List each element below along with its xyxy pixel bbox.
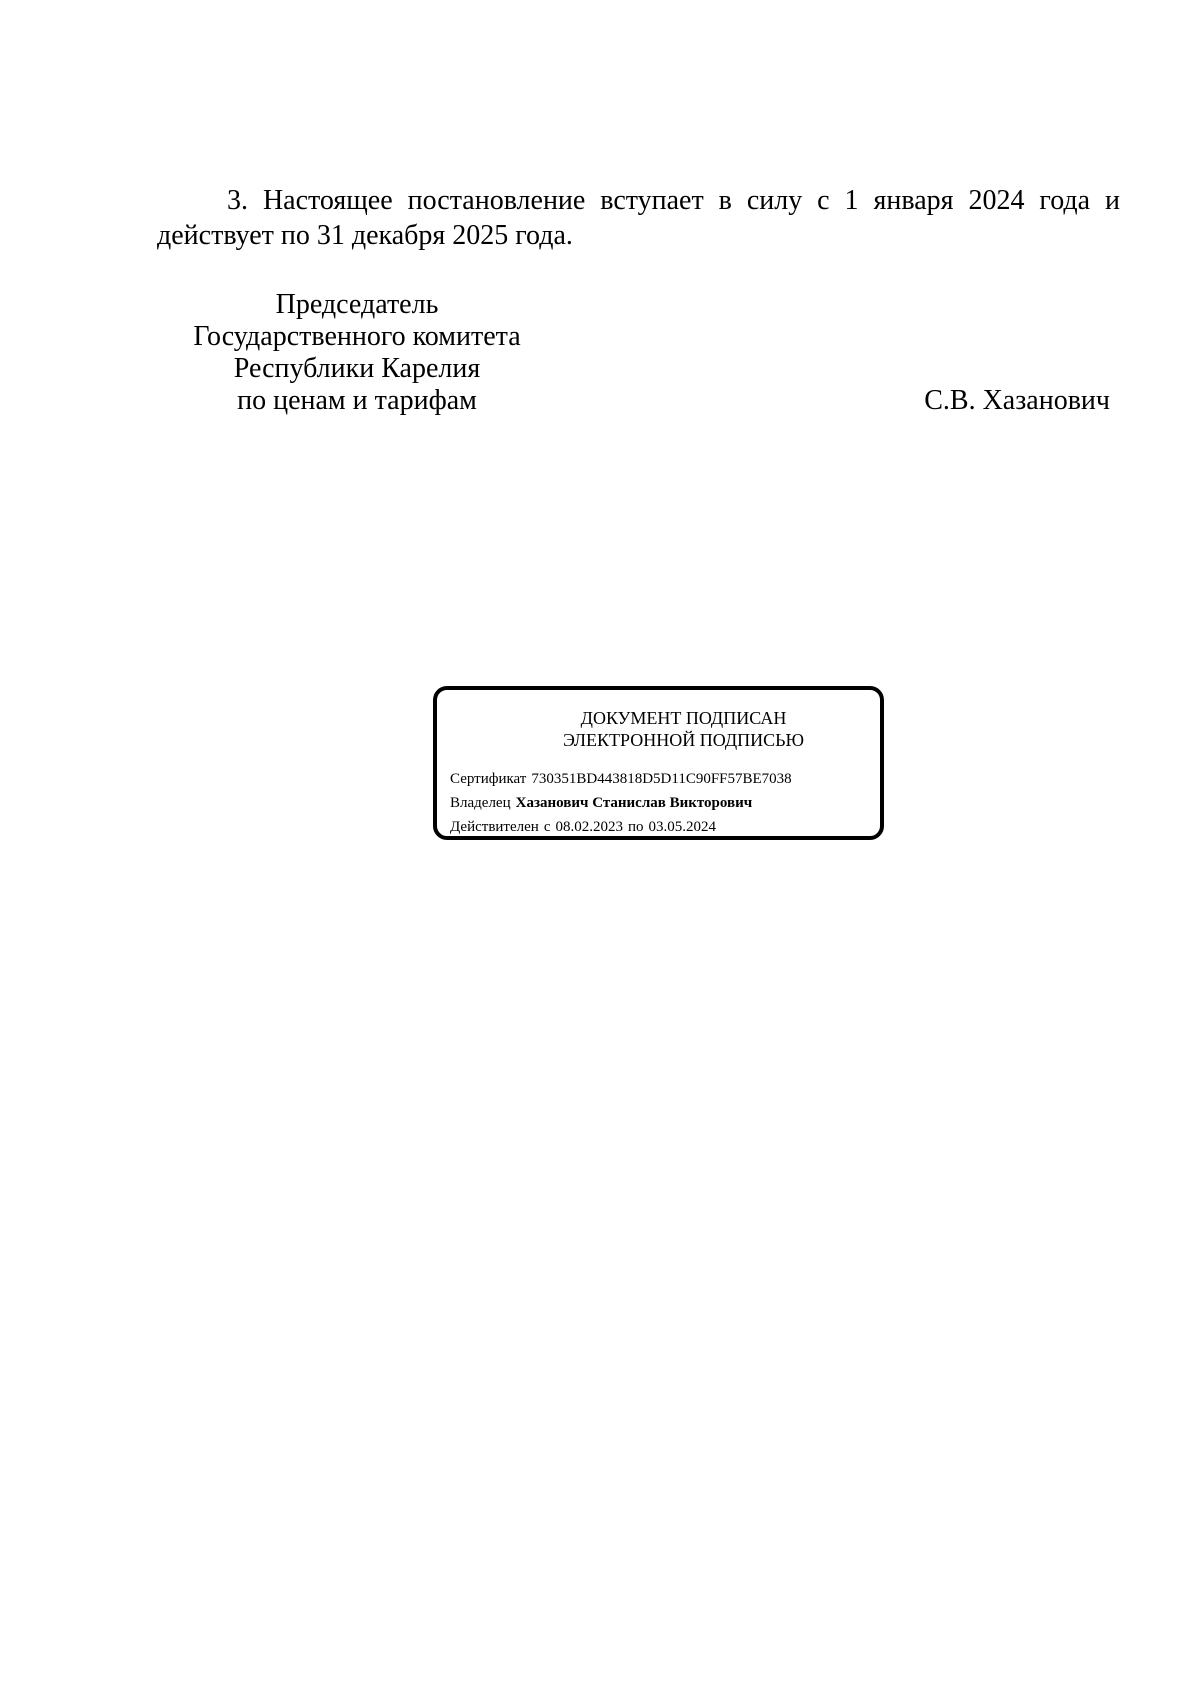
owner-label: Владелец xyxy=(450,795,511,811)
position-line-3: Республики Карелия xyxy=(233,353,481,384)
certificate-label: Сертификат xyxy=(450,771,527,787)
stamp-details xyxy=(450,767,792,839)
valid-from-label: с xyxy=(543,819,551,835)
valid-label: Действителен xyxy=(450,819,539,835)
signer-position xyxy=(157,289,557,417)
certificate-row xyxy=(450,767,792,791)
position-line-2: Государственного комитета xyxy=(193,321,521,352)
owner-value: Хазанович Станислав Викторович xyxy=(515,795,753,811)
signature-block xyxy=(157,289,1120,429)
position-line-1: Председатель xyxy=(275,289,439,320)
stamp-header-line-1: ДОКУМЕНТ ПОДПИСАН xyxy=(580,708,787,728)
effective-date-text: 3. Настоящее постановление вступает в силу с 1 января 2024 года и действует по 31 декабря 2025 года. xyxy=(157,185,1120,251)
valid-from-date: 08.02.2023 xyxy=(555,819,623,835)
stamp-header xyxy=(437,707,880,751)
position-line-4: по ценам и тарифам xyxy=(237,385,477,416)
owner-row xyxy=(450,791,792,815)
validity-row xyxy=(450,815,792,839)
electronic-signature-stamp xyxy=(433,686,884,840)
valid-to-label: по xyxy=(627,819,644,835)
certificate-value: 730351BD443818D5D11C90FF57BE7038 xyxy=(531,771,792,787)
effective-date-paragraph xyxy=(157,183,1120,253)
signer-name: С.В. Хазанович xyxy=(924,385,1110,416)
valid-to-date: 03.05.2024 xyxy=(648,819,717,835)
stamp-header-line-2: ЭЛЕКТРОННОЙ ПОДПИСЬЮ xyxy=(563,730,804,750)
